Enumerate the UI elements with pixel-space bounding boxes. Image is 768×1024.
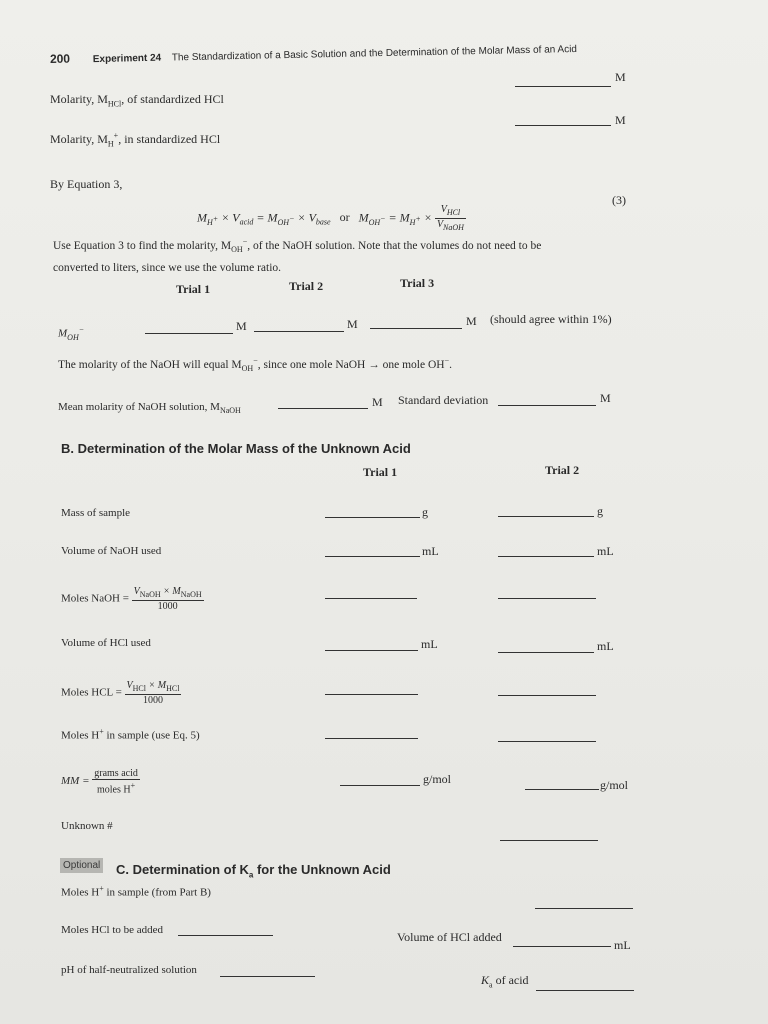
ka-label: $K_a$ of acid	[481, 973, 529, 990]
equation-3: $M_{H^+} \times V_{acid} = M_{OH^-} \times V_{base}$ or $M_{OH^-} = M_{H^+}$ × $\frac{V_{HCl}}{V_{NaOH}}$	[197, 204, 464, 232]
volume-hcl-added-unit: mL	[614, 938, 631, 952]
use-equation-text: Use Equation 3 to find the molarity, $M_{OH}^-$, of the NaOH solution. Note that the volumes do not need to be converted to liters, since we use the volume ratio.	[53, 237, 542, 275]
unknown-blank[interactable]	[500, 840, 598, 841]
page-header	[50, 41, 577, 66]
std-dev-label: Standard deviation	[398, 393, 489, 407]
moles-hcl-formula: Moles HCL = $\frac{V_{HCl} \times M_{HCl}}{1000}$	[61, 680, 180, 706]
moles-naoh-formula: Moles NaOH = $\frac{V_{NaOH} \times M_{NaOH}}{1000}$	[61, 586, 202, 612]
volume-hcl-trial1-unit: mL	[421, 637, 438, 651]
moles-h-trial1-blank[interactable]	[325, 738, 418, 739]
moles-h-from-b-blank[interactable]	[535, 908, 633, 909]
mass-trial1-unit: g	[422, 505, 428, 519]
page-number: 200	[49, 51, 71, 66]
volume-naoh-trial2-unit: mL	[597, 544, 614, 558]
volume-hcl-trial2-blank[interactable]	[498, 652, 594, 653]
trial-1-header: Trial 1	[176, 282, 211, 296]
moh-trial2-blank[interactable]	[254, 331, 344, 332]
ph-blank[interactable]	[220, 976, 315, 977]
molarity-h-blank[interactable]	[515, 125, 611, 126]
molarity-hcl-unit: M	[615, 70, 626, 84]
section-b-trial-2: Trial 2	[545, 463, 580, 477]
moles-naoh-trial1-blank[interactable]	[325, 598, 417, 599]
mass-trial1-blank[interactable]	[325, 517, 420, 518]
molarity-hcl-blank[interactable]	[515, 86, 611, 87]
volume-hcl-trial1-blank[interactable]	[325, 650, 418, 651]
mean-molarity-unit: M	[372, 395, 383, 409]
volume-hcl-label: Volume of HCl used	[61, 637, 151, 649]
mm-trial2-blank[interactable]	[525, 789, 599, 790]
volume-naoh-trial1-unit: mL	[422, 544, 439, 558]
equation-or: or	[339, 210, 350, 225]
moles-hcl-trial1-blank[interactable]	[325, 694, 418, 695]
moles-h-sample-label: Moles H+ in sample (use Eq. 5)	[61, 727, 200, 742]
volume-naoh-label: Volume of NaOH used	[61, 545, 162, 557]
std-dev-blank[interactable]	[498, 405, 596, 406]
mean-molarity-blank[interactable]	[278, 408, 368, 409]
moh-trial1-unit: M	[236, 319, 247, 333]
moles-hcl-added-blank[interactable]	[178, 935, 273, 936]
moh-trial3-blank[interactable]	[370, 328, 462, 329]
trial-2-header: Trial 2	[289, 279, 324, 293]
ph-label: pH of half-neutralized solution	[61, 964, 197, 976]
molarity-hcl-label: Molarity, $M_{HCl}$, of standardized HCl	[50, 92, 224, 109]
ka-blank[interactable]	[536, 990, 634, 991]
unknown-label: Unknown #	[61, 820, 113, 832]
molarity-note: The molarity of the NaOH will equal $M_{OH}^-$, since one mole NaOH → one mole OH−.	[58, 356, 452, 374]
mm-formula: MM = $\frac{\text{grams acid}}{moles H^+}$	[61, 768, 138, 796]
equation-number: (3)	[612, 193, 626, 207]
mm-trial1-blank[interactable]	[340, 785, 420, 786]
std-dev-unit: M	[600, 391, 611, 405]
experiment-title: The Standardization of a Basic Solution and the Determination of the Molar Mass of an Acid	[171, 43, 578, 64]
moh-trial1-blank[interactable]	[145, 333, 233, 334]
section-b-trial-1: Trial 1	[363, 465, 398, 479]
optional-badge: Optional	[60, 858, 103, 873]
moh-trial2-unit: M	[347, 317, 358, 331]
agree-note: (should agree within 1%)	[490, 312, 612, 326]
mass-trial2-unit: g	[597, 504, 603, 518]
experiment-label: Experiment 24	[92, 52, 162, 66]
moh-trial3-unit: M	[466, 314, 477, 328]
volume-hcl-added-label: Volume of HCl added	[397, 930, 502, 944]
moles-h-from-b-label: Moles H+ in sample (from Part B)	[61, 884, 211, 899]
moles-naoh-trial2-blank[interactable]	[498, 598, 596, 599]
moh-label: $M_{OH}^-$	[58, 325, 85, 342]
mm-trial1-unit: g/mol	[423, 772, 452, 786]
section-c-heading: C. Determination of $K_a$ for the Unknown Acid	[116, 862, 391, 880]
section-b-heading: B. Determination of the Molar Mass of the Unknown Acid	[61, 441, 411, 456]
molarity-h-unit: M	[615, 113, 626, 127]
volume-naoh-trial2-blank[interactable]	[498, 556, 594, 557]
mass-trial2-blank[interactable]	[498, 516, 594, 517]
moles-h-trial2-blank[interactable]	[498, 741, 596, 742]
volume-hcl-trial2-unit: mL	[597, 639, 614, 653]
volume-naoh-trial1-blank[interactable]	[325, 556, 420, 557]
molarity-h-label: Molarity, $M_H^+$, in standardized HCl	[50, 131, 221, 149]
moles-hcl-added-label: Moles HCl to be added	[61, 924, 164, 936]
mean-molarity-label: Mean molarity of NaOH solution, $M_{NaOH}$	[58, 401, 241, 416]
trial-3-header: Trial 3	[400, 276, 435, 290]
by-equation-label: By Equation 3,	[50, 177, 123, 191]
mass-of-sample-label: Mass of sample	[61, 507, 131, 519]
volume-hcl-added-blank[interactable]	[513, 946, 611, 947]
mm-trial2-unit: g/mol	[600, 778, 629, 792]
moles-hcl-trial2-blank[interactable]	[498, 695, 596, 696]
